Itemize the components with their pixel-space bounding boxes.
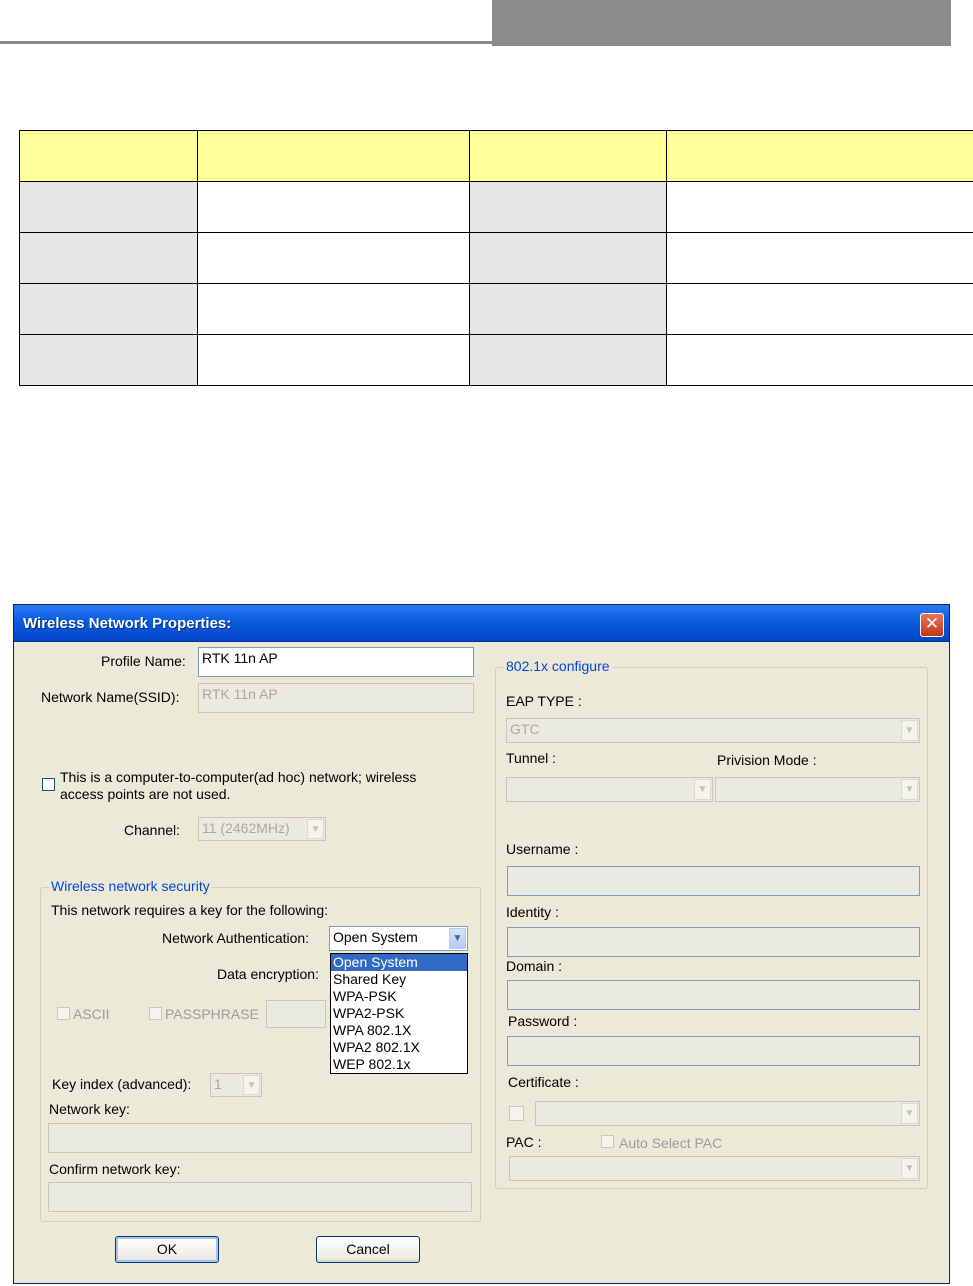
header-bar bbox=[492, 0, 951, 46]
identity-input[interactable] bbox=[507, 927, 920, 957]
table-row bbox=[20, 335, 973, 386]
key-index-select[interactable] bbox=[210, 1073, 262, 1097]
chevron-down-icon: ▼ bbox=[901, 779, 918, 800]
chevron-down-icon: ▼ bbox=[901, 1158, 918, 1179]
network-key-input[interactable] bbox=[48, 1123, 472, 1153]
header-rule bbox=[0, 41, 492, 44]
network-authentication-label: Network Authentication: bbox=[162, 930, 310, 946]
adhoc-label-line1: This is a computer-to-computer(ad hoc) network; wireless bbox=[60, 769, 417, 785]
profile-name-label: Profile Name: bbox=[101, 653, 186, 669]
chevron-down-icon: ▼ bbox=[901, 720, 918, 741]
requires-key-text: This network requires a key for the following: bbox=[51, 902, 329, 918]
provision-mode-select[interactable] bbox=[715, 777, 920, 802]
ascii-checkbox[interactable] bbox=[57, 1007, 70, 1020]
eap-type-select[interactable] bbox=[506, 718, 920, 743]
tunnel-label: Tunnel : bbox=[506, 750, 557, 766]
close-icon[interactable]: ✕ bbox=[920, 613, 944, 637]
domain-input[interactable] bbox=[507, 980, 920, 1010]
wireless-network-properties-dialog bbox=[13, 604, 950, 1284]
table-row bbox=[20, 233, 973, 284]
data-encryption-label: Data encryption: bbox=[217, 966, 319, 982]
chevron-down-icon: ▼ bbox=[243, 1075, 260, 1095]
cancel-button[interactable]: Cancel bbox=[316, 1236, 420, 1263]
profile-name-input[interactable]: RTK 11n AP bbox=[198, 647, 474, 677]
ascii-label: ASCII bbox=[73, 1006, 110, 1022]
confirm-network-key-input[interactable] bbox=[48, 1182, 472, 1212]
wireless-security-title: Wireless network security bbox=[51, 878, 210, 894]
chevron-down-icon: ▼ bbox=[307, 819, 324, 839]
key-index-label: Key index (advanced): bbox=[52, 1076, 192, 1092]
auto-select-pac-checkbox[interactable] bbox=[601, 1135, 614, 1148]
password-input[interactable] bbox=[507, 1036, 920, 1066]
table-header-row bbox=[20, 131, 973, 182]
dropdown-option-wpa2-psk[interactable]: WPA2-PSK bbox=[333, 1005, 405, 1021]
channel-value: 11 (2462MHz) bbox=[202, 820, 290, 836]
passphrase-input[interactable] bbox=[266, 1000, 326, 1028]
provision-mode-label: Privision Mode : bbox=[717, 752, 817, 768]
dialog-title: Wireless Network Properties: bbox=[23, 615, 232, 632]
identity-label: Identity : bbox=[506, 904, 559, 920]
ok-button[interactable]: OK bbox=[115, 1236, 219, 1263]
passphrase-checkbox[interactable] bbox=[149, 1007, 162, 1020]
network-authentication-dropdown[interactable] bbox=[330, 953, 468, 1074]
channel-select[interactable] bbox=[198, 817, 326, 841]
chevron-down-icon: ▼ bbox=[901, 1103, 918, 1124]
8021x-configure-title: 802.1x configure bbox=[506, 658, 610, 674]
passphrase-label: PASSPHRASE bbox=[165, 1006, 259, 1022]
key-index-value: 1 bbox=[214, 1076, 222, 1092]
network-authentication-value: Open System bbox=[333, 929, 418, 945]
eap-type-label: EAP TYPE : bbox=[506, 693, 582, 709]
password-label: Password : bbox=[508, 1013, 578, 1029]
adhoc-checkbox[interactable] bbox=[42, 778, 55, 791]
network-key-label: Network key: bbox=[49, 1101, 130, 1117]
username-input[interactable] bbox=[507, 866, 920, 896]
tunnel-select[interactable] bbox=[506, 777, 713, 802]
dropdown-option-wpa2-8021x[interactable]: WPA2 802.1X bbox=[333, 1039, 420, 1055]
confirm-network-key-label: Confirm network key: bbox=[49, 1161, 181, 1177]
ssid-label: Network Name(SSID): bbox=[41, 689, 180, 705]
dropdown-option-shared-key[interactable]: Shared Key bbox=[333, 971, 407, 987]
dropdown-option-wpa-psk[interactable]: WPA-PSK bbox=[333, 988, 397, 1004]
pac-label: PAC : bbox=[506, 1134, 542, 1150]
auto-select-pac-label: Auto Select PAC bbox=[619, 1135, 723, 1151]
channel-label: Channel: bbox=[124, 822, 181, 838]
dropdown-option-open-system[interactable]: Open System bbox=[331, 954, 467, 971]
dropdown-option-wep-8021x[interactable]: WEP 802.1x bbox=[333, 1056, 411, 1072]
chevron-down-icon: ▼ bbox=[449, 928, 466, 949]
table-row bbox=[20, 284, 973, 335]
ssid-input[interactable]: RTK 11n AP bbox=[198, 683, 474, 713]
username-label: Username : bbox=[506, 841, 579, 857]
title-bar bbox=[14, 605, 949, 642]
certificate-checkbox[interactable] bbox=[509, 1106, 524, 1121]
adhoc-label-line2: access points are not used. bbox=[60, 786, 231, 802]
domain-label: Domain : bbox=[506, 958, 563, 974]
dropdown-option-wpa-8021x[interactable]: WPA 802.1X bbox=[333, 1022, 412, 1038]
table-row bbox=[20, 182, 973, 233]
network-authentication-select[interactable] bbox=[329, 926, 468, 951]
certificate-label: Certificate : bbox=[508, 1074, 579, 1090]
certificate-select[interactable] bbox=[535, 1101, 920, 1126]
eap-type-value: GTC bbox=[510, 721, 540, 737]
reference-table bbox=[19, 130, 973, 386]
pac-select[interactable] bbox=[509, 1156, 920, 1181]
chevron-down-icon: ▼ bbox=[694, 779, 711, 800]
